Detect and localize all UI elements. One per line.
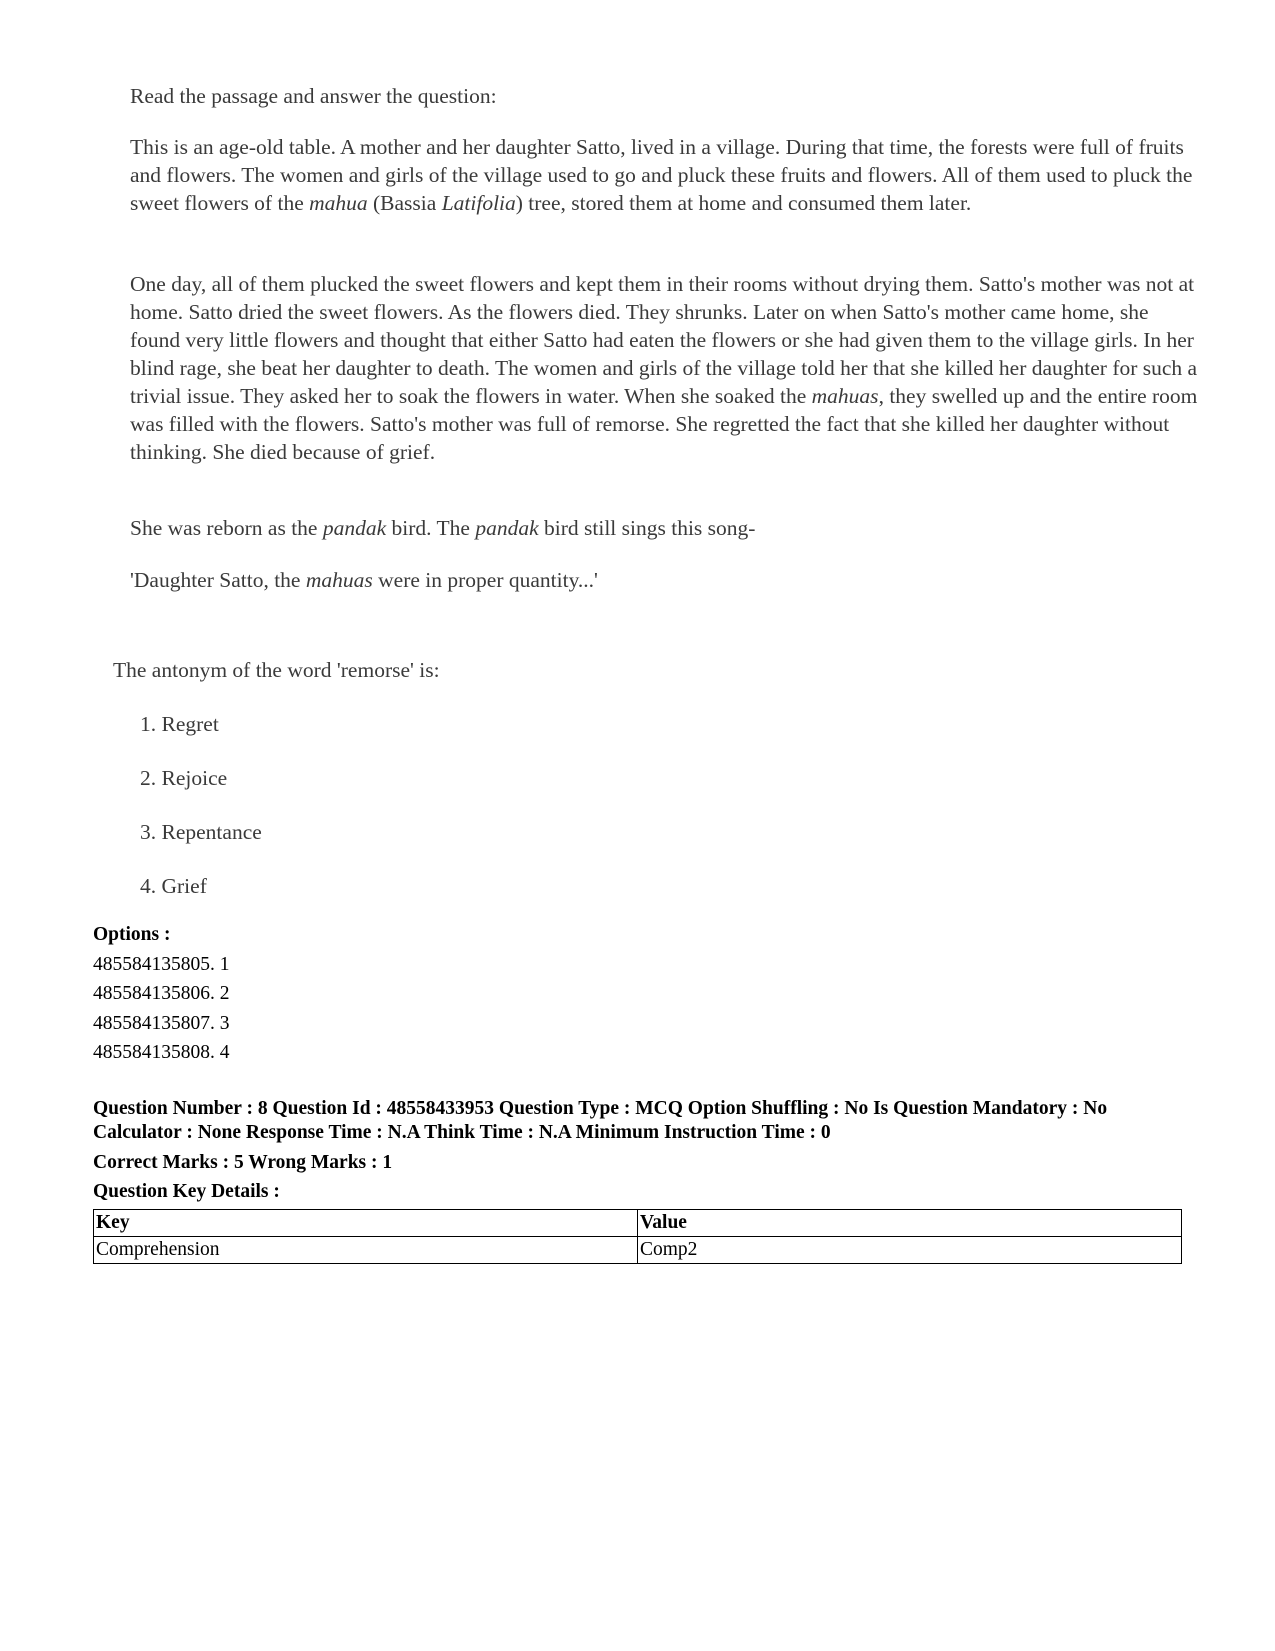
option-item: 485584135806. 2 (93, 983, 230, 1004)
key-details-title: Question Key Details : (93, 1181, 280, 1202)
question-text: The antonym of the word 'remorse' is: (113, 658, 440, 682)
italic-term: mahua (309, 191, 368, 215)
passage-instruction: Read the passage and answer the question: (130, 84, 497, 108)
choice-item: 3. Repentance (140, 820, 262, 844)
table-header-row (94, 1210, 1182, 1237)
option-item: 485584135805. 1 (93, 953, 230, 975)
passage-paragraph-3: She was reborn as the pandak bird. The pandak bird still sings this song- (130, 516, 756, 540)
passage-paragraph-2: One day, all of them plucked the sweet flowers and kept them in their rooms without drying them. Satto's mother was not at home. Satto dried the sweet flowers. As the flowers died. They shrunks. Later on when Satto's mother came home, she found very little flowers and thought that either Satto had eaten the flowers or she had given them to the village girls. In her blind rage, she beat her daughter to death. The women and girls of the village told her that she killed her daughter for such a trivial issue. They asked her to soak the flowers in water. When she soaked the mahuas, they swelled up and the entire room was filled with the flowers. Satto's mother was full of remorse. She regretted the fact that she killed her daughter without thinking. She died because of grief. (130, 272, 1198, 464)
options-block (93, 920, 230, 1068)
italic-term: mahuas (305, 568, 373, 592)
italic-term: pandak (322, 516, 387, 540)
italic-term: pandak (475, 516, 539, 540)
choice-item: 4. Grief (140, 874, 207, 898)
passage-paragraph-4: 'Daughter Satto, the mahuas were in proper quantity...' (130, 568, 598, 592)
option-item: 485584135808. 4 (93, 1042, 230, 1063)
italic-term: mahuas (811, 384, 879, 408)
table-cell: Comprehension (94, 1237, 638, 1264)
question-choices (140, 710, 262, 926)
table-cell: Comp2 (638, 1237, 1182, 1264)
passage-paragraph-1: This is an age-old table. A mother and her daughter Satto, lived in a village. During that time, the forests were full of fruits and flowers. The women and girls of the village used to go and pluck these fruits and flowers. All of them used to pluck the sweet flowers of the mahua (Bassia Latifolia) tree, stored them at home and consumed them later. (130, 135, 1193, 215)
choice-item: 2. Rejoice (140, 766, 228, 790)
options-title: Options : (93, 924, 171, 945)
table-header-cell: Value (638, 1210, 1182, 1237)
table-header-cell: Key (94, 1210, 638, 1237)
question-metadata: Question Number : 8 Question Id : 48558433953 Question Type : MCQ Option Shuffling : No Is Question Mandatory : No Calculator : None Response Time : N.A Think Time : N.A Minimum Instruction Time : 0 (93, 1098, 1108, 1143)
table-row (94, 1237, 1182, 1264)
choice-item: 1. Regret (140, 712, 219, 736)
option-item: 485584135807. 3 (93, 1012, 230, 1034)
marks-line: Correct Marks : 5 Wrong Marks : 1 (93, 1152, 393, 1173)
key-details-table (93, 1209, 1182, 1264)
italic-term: Latifolia (441, 191, 516, 215)
